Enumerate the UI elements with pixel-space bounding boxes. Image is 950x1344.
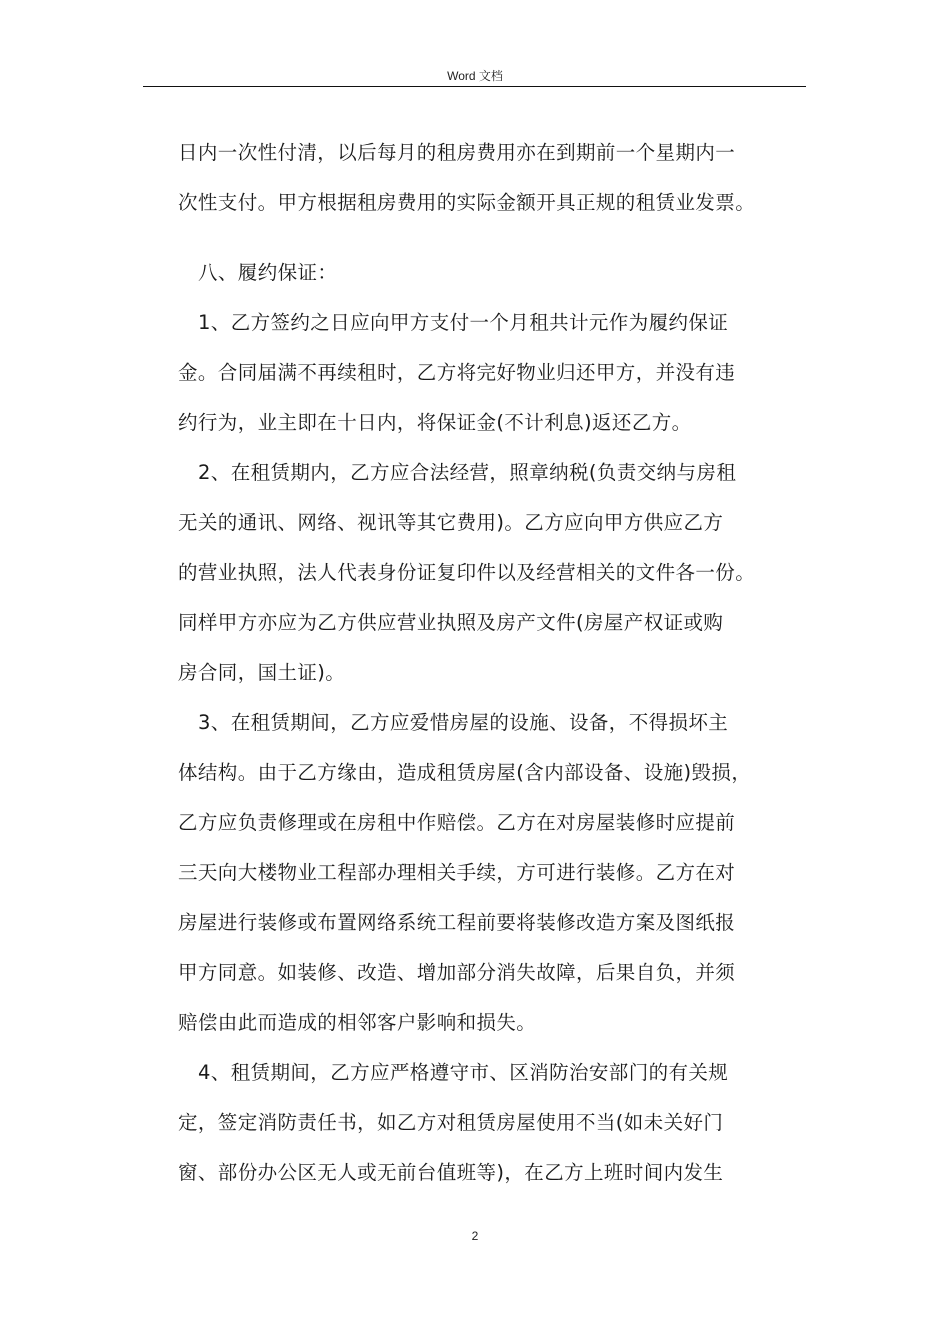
text-line: 3、在租赁期间，乙方应爱惜房屋的设施、设备，不得损坏主: [198, 711, 729, 734]
text-line: 的营业执照，法人代表身份证复印件以及经营相关的文件各一份。: [178, 561, 756, 584]
header-divider: [143, 86, 806, 87]
text-line: 窗、部份办公区无人或无前台值班等)，在乙方上班时间内发生: [178, 1161, 724, 1184]
text-line: 约行为，业主即在十日内，将保证金(不计利息)返还乙方。: [178, 411, 692, 434]
text-line: 甲方同意。如装修、改造、增加部分消失故障，后果自负，并须: [178, 961, 736, 984]
text-line: 赔偿由此而造成的相邻客户影响和损失。: [178, 1011, 537, 1034]
text-line: 金。合同届满不再续租时，乙方将完好物业归还甲方，并没有违: [178, 361, 736, 384]
text-line: 乙方应负责修理或在房租中作赔偿。乙方在对房屋装修时应提前: [178, 811, 736, 834]
document-body: [178, 128, 818, 1198]
text-line: 体结构。由于乙方缘由，造成租赁房屋(含内部设备、设施)毁损，: [178, 761, 752, 784]
text-line: 1、乙方签约之日应向甲方支付一个月租共计元作为履约保证: [198, 311, 729, 334]
page-header-title: Word 文档: [447, 69, 503, 83]
paragraph-gap: [178, 228, 818, 248]
text-line: 日内一次性付清，以后每月的租房费用亦在到期前一个星期内一: [178, 141, 736, 164]
text-line: 定，签定消防责任书，如乙方对租赁房屋使用不当(如未关好门: [178, 1111, 724, 1134]
text-line: 4、租赁期间，乙方应严格遵守市、区消防治安部门的有关规: [198, 1061, 729, 1084]
text-line: 无关的通讯、网络、视讯等其它费用)。乙方应向甲方供应乙方: [178, 511, 724, 534]
text-line: 2、在租赁期内，乙方应合法经营，照章纳税(负责交纳与房租: [198, 461, 737, 484]
section-heading: 八、履约保证：: [198, 261, 338, 284]
text-line: 房屋进行装修或布置网络系统工程前要将装修改造方案及图纸报: [178, 911, 736, 934]
text-line: 三天向大楼物业工程部办理相关手续，方可进行装修。乙方在对: [178, 861, 736, 884]
page-number: 2: [471, 1229, 479, 1243]
text-line: 同样甲方亦应为乙方供应营业执照及房产文件(房屋产权证或购: [178, 611, 724, 634]
text-line: 次性支付。甲方根据租房费用的实际金额开具正规的租赁业发票。: [178, 191, 756, 214]
text-line: 房合同，国土证)。: [178, 661, 346, 684]
